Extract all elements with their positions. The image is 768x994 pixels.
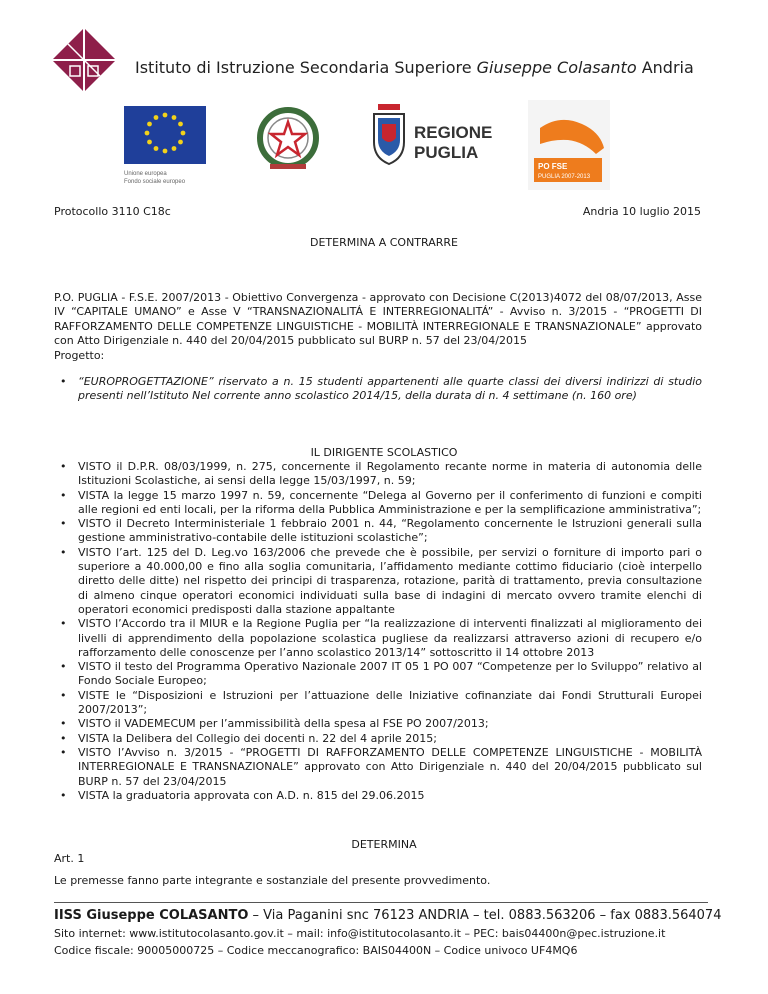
list-item: • VISTO il Decreto Interministeriale 1 febbraio 2001 n. 44, “Regolamento concernente le Istruzioni generali sulla gestione amministrativo-contabile delle istituzioni scolastiche”; [60,517,702,545]
list-item: • VISTA la graduatoria approvata con A.D. n. 815 del 29.06.2015 [60,788,425,802]
bullet-icon: • [60,460,67,473]
footer-line-2: Sito internet: www.istitutocolasanto.gov.it – mail: info@istitutocolasanto.it – PEC: bais04400n@pec.istruzione.it [54,927,666,940]
bullet-icon: • [60,688,67,702]
eu-flag-icon [124,106,206,164]
institute-logo [50,26,118,94]
bullet-icon: • [60,717,67,731]
document-date: Andria 10 luglio 2015 [582,205,701,218]
footer-line-1: IISS Giuseppe COLASANTO – Via Paganini snc 76123 ANDRIA – tel. 0883.563206 – fax 0883.564074 [54,908,722,923]
list-item: • VISTO il D.P.R. 08/03/1999, n. 275, concernente il Regolamento recante norme in materia di autonomia delle Istituzioni Scolastiche, ai sensi della legge 15/03/1997, n. 59; [60,460,702,488]
list-item: • VISTO l’Accordo tra il MIUR e la Regione Puglia per “la realizzazione di interventi finalizzati al miglioramento dei livelli di apprendimento della popolazione scolastica pugliese da realizzarsi attraverso azioni di recupero e/o rafforzamento delle conoscenze per l’anno scolastico 2013/14” sottoscritto il 14 ottobre 2013 [60,617,702,659]
po-fse-label-line2: PUGLIA 2007-2013 [538,174,591,180]
footer-line-3: Codice fiscale: 90005000725 – Codice meccanografico: BAIS04400N – Codice univoco UF4MQ6 [54,944,578,957]
regione-label-line1: REGIONE [414,123,493,142]
dirigente-heading: IL DIRIGENTE SCOLASTICO [310,446,458,459]
list-item: • VISTA la Delibera del Collegio dei docenti n. 22 del 4 aprile 2015; [60,731,437,745]
article-label: Art. 1 [54,852,85,865]
bullet-icon: • [60,731,67,745]
list-item: • VISTO il VADEMECUM per l’ammissibilità della spesa al FSE PO 2007/2013; [60,717,489,731]
eu-caption-line1: Unione europea [124,171,167,177]
po-fse-label-line1: PO FSE [538,162,568,171]
bullet-icon: • [60,375,67,388]
italian-republic-emblem-icon [260,110,316,169]
list-item: • VISTO l’Avviso n. 3/2015 - “PROGETTI DI RAFFORZAMENTO DELLE COMPETENZE LINGUISTICHE - MOBILITÀ INTERREGIONALE E TRANSNAZIONALE” approvato con Atto Dirigenziale n. 440 del 20/04/2015 pubblicato sul BURP n. 57 del 23/04/2015 [60,745,702,788]
bullet-icon: • [60,545,67,559]
bullet-icon: • [60,488,67,502]
institute-title: Istituto di Istruzione Secondaria Superiore Giuseppe Colasanto Andria [135,58,694,77]
progetto-list [54,375,702,404]
protocollo: Protocollo 3110 C18c [54,205,171,218]
eu-caption-line2: Fondo sociale europeo [124,179,186,185]
footer-divider [54,902,708,903]
list-item: • VISTO il testo del Programma Operativo Nazionale 2007 IT 05 1 PO 007 “Competenze per lo Sviluppo” relativo al Fondo Sociale Europeo; [60,660,702,688]
document-title: DETERMINA A CONTRARRE [310,236,458,249]
list-item: • VISTO l’art. 125 del D. Leg.vo 163/2006 che prevede che è possibile, per servizi o forniture di importo pari o superiore a 40.000,00 e fino alla soglia comunitaria, l’affidamento mediante cottimo fiduciario (cioè interpello diretto delle ditte) nel rispetto dei principi di trasparenza, rotazione, parità di trattamento, previa consultazione di almeno cinque operatori economici individuati sulla base di indagini di mercato ovvero tramite elenchi di operatori economici predisposti dalla stazione appaltante [60,545,702,616]
bullet-icon: • [60,788,67,802]
bullet-icon: • [60,660,67,674]
determina-heading: DETERMINA [351,838,417,851]
list-item: • VISTA la legge 15 marzo 1997 n. 59, concernente “Delega al Governo per il conferimento di funzioni e compiti alle regioni ed enti locali, per la riforma della Pubblica Amministrazione e per la semplificazione amministrativa”; [60,488,702,516]
premesse-text: Le premesse fanno parte integrante e sostanziale del presente provvedimento. [54,874,491,887]
progetto-label: Progetto: [54,349,105,362]
funding-logos-banner [120,98,658,190]
bullet-icon: • [60,517,67,531]
bullet-icon: • [60,745,67,759]
po-puglia-paragraph: P.O. PUGLIA - F.S.E. 2007/2013 - Obiettivo Convergenza - approvato con Decisione C(2013)4072 del 08/07/2013, Asse IV “CAPITALE UMANO” e Asse V “TRANSNAZIONALITÁ E INTERREGIONALITÁ” - Avviso n. 3/2015 - “PROGETTI DI RAFFORZAMENTO DELLE COMPETENZE LINGUISTICHE - MOBILITÀ INTERREGIONALE E TRANSNAZIONALE” approvato con Atto Dirigenziale n. 440 del 20/04/2015 pubblicato sul BURP n. 57 del 23/04/2015 [54,291,702,347]
regione-puglia-logo-icon [374,104,404,164]
progetto-item: • “EUROPROGETTAZIONE” riservato a n. 15 studenti appartenenti alle quarte classi dei diversi indirizzi di studio presenti nell’Istituto Nel corrente anno scolastico 2014/15, della durata di n. 4 settimane (n. 160 ore) [60,375,702,403]
bullet-icon: • [60,617,67,631]
regione-label-line2: PUGLIA [414,143,479,162]
list-item: • VISTE le “Disposizioni e Istruzioni per l’attuazione delle Iniziative cofinanziate dai Fondi Strutturali Europei 2007/2013”; [60,688,702,717]
visto-list [54,460,702,803]
